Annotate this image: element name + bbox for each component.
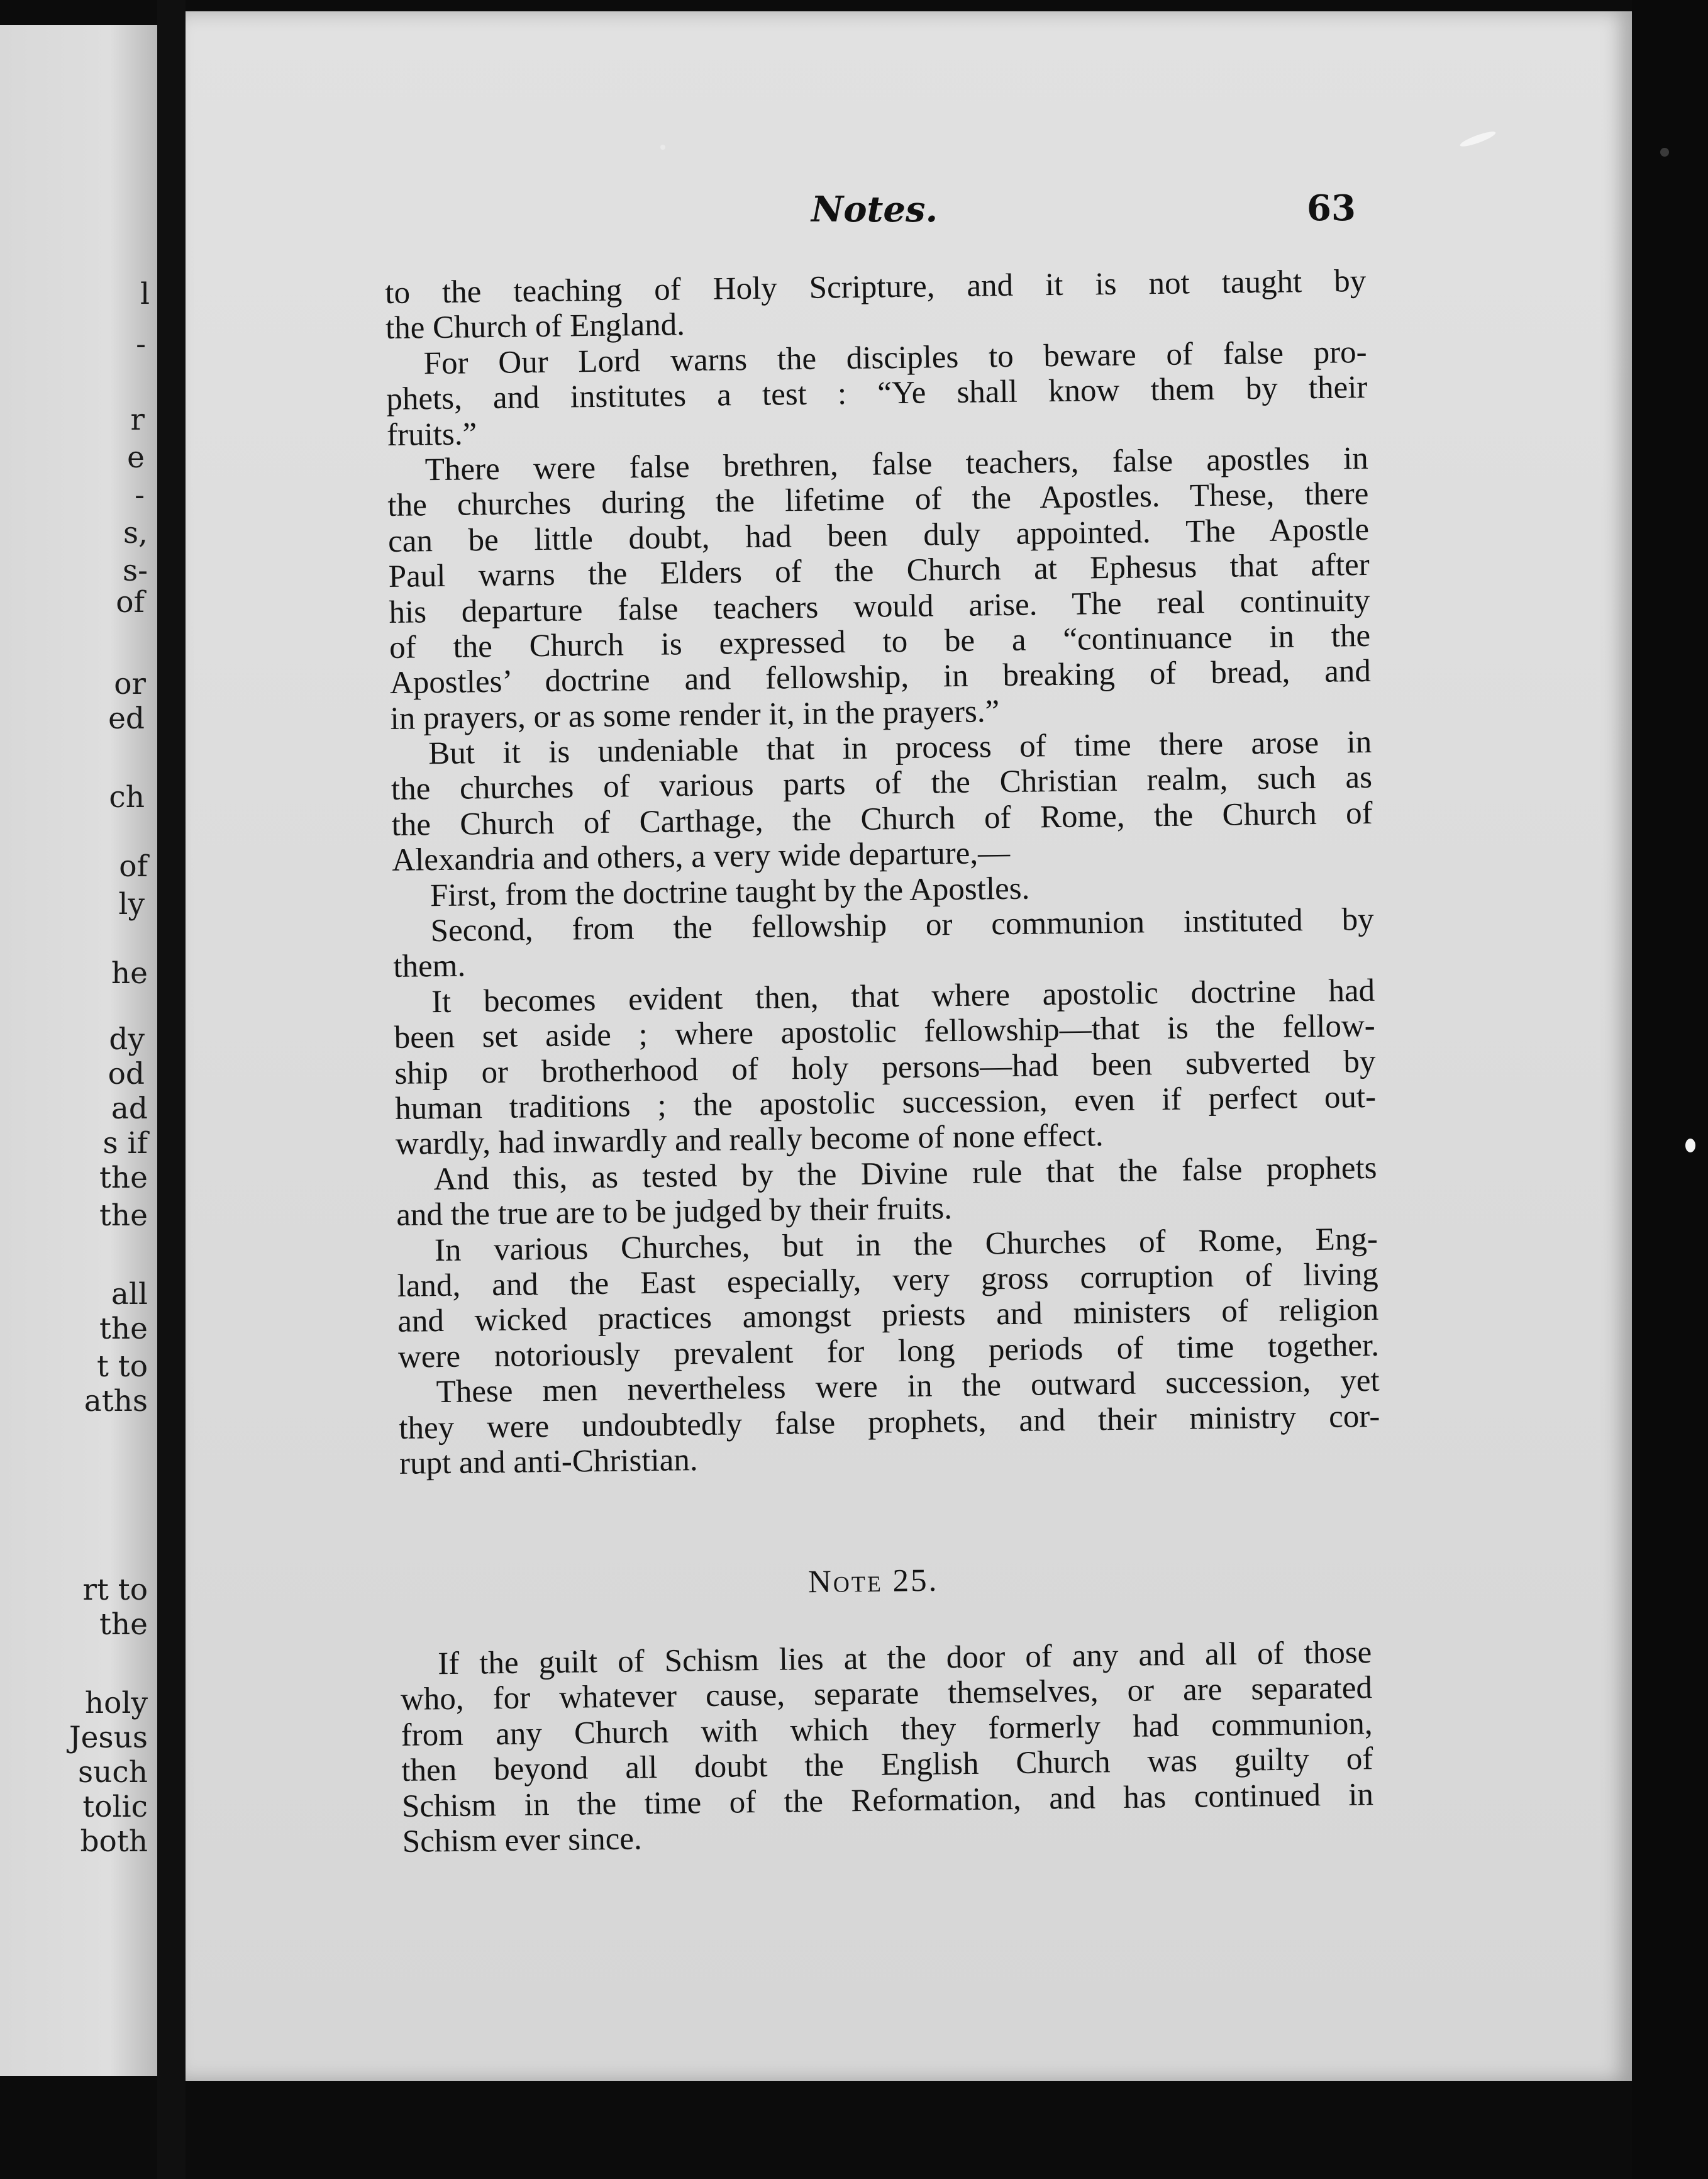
- note-line: then beyond all doubt the English Church was guilty of: [401, 1741, 1373, 1789]
- left-page-text-fragment: s-: [122, 554, 148, 588]
- left-page-text-fragment: ch: [109, 780, 145, 815]
- body-line: and wicked practices amongst priests and ministers of religion: [397, 1292, 1379, 1340]
- left-page-text-fragment: such: [78, 1755, 148, 1790]
- left-page-text-fragment: the: [99, 1607, 148, 1642]
- left-page-text-fragment: or: [114, 667, 146, 701]
- note-line: who, for whatever cause, separate themselves, or are separated: [400, 1670, 1373, 1718]
- left-page-text-fragment: e: [127, 440, 145, 475]
- left-page-text-fragment: s,: [123, 516, 148, 550]
- body-line: the churches during the lifetime of the Apostles. These, there: [387, 476, 1369, 524]
- left-page-text-fragment: of: [116, 585, 145, 620]
- left-page-text-fragment: holy: [84, 1686, 148, 1720]
- body-text: [385, 264, 1380, 1481]
- body-line: But it is undeniable that in process of time there arose in: [428, 724, 1372, 772]
- body-line: in prayers, or as some render it, in the prayers.”: [390, 693, 1000, 737]
- body-line: Alexandria and others, a very wide departure,—: [392, 835, 1011, 879]
- body-line: Apostles’ doctrine and fellowship, in breaking of bread, and: [389, 654, 1372, 701]
- left-page-text-fragment: s if: [103, 1126, 148, 1161]
- page-edge-shadow: [1632, 0, 1708, 2179]
- body-line: Second, from the fellowship or communion instituted by: [430, 901, 1374, 949]
- left-page-text-fragment: the: [99, 1161, 148, 1195]
- left-page-text-fragment: t to: [96, 1349, 148, 1384]
- body-line: human traditions ; the apostolic succession, even if perfect out-: [394, 1079, 1377, 1127]
- body-line: ship or brotherhood of holy persons—had been subverted by: [394, 1044, 1376, 1091]
- left-page-text-fragment: r: [130, 403, 145, 437]
- body-line: There were false brethren, false teachers, false apostles in: [424, 440, 1369, 488]
- body-line: the churches of various parts of the Christian realm, such as: [391, 760, 1373, 808]
- left-page-text-fragment: tolic: [82, 1790, 148, 1824]
- body-line: them.: [393, 948, 466, 985]
- note-line: from any Church with which they formerly had communion,: [401, 1705, 1373, 1753]
- scan-dust: [1685, 1139, 1695, 1152]
- left-page-text-fragment: dy: [109, 1022, 145, 1057]
- body-line: they were undoubtedly false prophets, and their ministry cor-: [399, 1398, 1380, 1446]
- left-page-text-fragment: the: [99, 1312, 148, 1346]
- body-line: to the teaching of Holy Scripture, and it is not taught by: [385, 263, 1367, 311]
- body-line: In various Churches, but in the Churches of Rome, Eng-: [434, 1221, 1378, 1268]
- book-gutter: [157, 0, 186, 2179]
- body-line: the Church of Carthage, the Church of Rome, the Church of: [391, 795, 1373, 843]
- note-line: Schism ever since.: [402, 1821, 643, 1859]
- body-line: wardly, had inwardly and really become of none effect.: [395, 1118, 1104, 1162]
- body-line: First, from the doctrine taught by the Apostles.: [430, 871, 1030, 913]
- body-line: land, and the East especially, very gross corruption of living: [397, 1256, 1378, 1304]
- body-line: And this, as tested by the Divine rule that the false prophets: [433, 1150, 1377, 1197]
- left-page-text-fragment: Jesus: [69, 1720, 148, 1755]
- left-page-text-fragment: ly: [118, 887, 145, 922]
- running-header-title: Notes.: [811, 189, 938, 230]
- left-page-text-fragment: l: [140, 277, 150, 311]
- body-line: rupt and anti-Christian.: [399, 1442, 698, 1481]
- body-line: For Our Lord warns the disciples to beware of false pro-: [423, 334, 1367, 382]
- body-line: been set aside ; where apostolic fellowship—that is the fellow-: [394, 1008, 1376, 1056]
- scan-dust: [660, 145, 665, 150]
- page-number: 63: [1307, 187, 1356, 229]
- note-heading-number: 25.: [892, 1563, 939, 1599]
- note-heading-word: Note: [807, 1563, 884, 1600]
- scan-dust: [1660, 148, 1669, 157]
- body-line: his departure false teachers would arise. The real continuity: [389, 582, 1370, 630]
- body-line: and the true are to be judged by their fruits.: [396, 1191, 953, 1234]
- note-heading: [808, 1563, 939, 1601]
- body-line: can be little doubt, had been duly appointed. The Apostle: [387, 511, 1370, 559]
- left-page-text-fragment: he: [111, 956, 148, 991]
- body-line: were notoriously prevalent for long periods of time together.: [397, 1327, 1380, 1375]
- body-line: phets, and institutes a test : “Ye shall know them by their: [386, 370, 1368, 418]
- body-line: These men nevertheless were in the outward succession, yet: [436, 1363, 1380, 1410]
- left-page-text-fragment: the: [99, 1198, 148, 1233]
- left-page-text-fragment: all: [111, 1277, 148, 1312]
- note-line: Schism in the time of the Reformation, and has continued in: [401, 1776, 1374, 1824]
- left-page-text-fragment: ed: [108, 701, 145, 736]
- left-facing-page: [0, 25, 157, 2076]
- body-line: of the Church is expressed to be a “continuance in the: [389, 618, 1371, 666]
- left-page-text-fragment: both: [80, 1824, 148, 1859]
- left-page-text-fragment: rt to: [82, 1573, 148, 1607]
- note-text: [400, 1635, 1374, 1859]
- left-page-text-fragment: -: [135, 478, 145, 513]
- body-line: It becomes evident then, that where apostolic doctrine had: [431, 972, 1375, 1020]
- body-line: the Church of England.: [385, 307, 685, 347]
- left-page-text-fragment: -: [136, 327, 146, 362]
- left-page-text-fragment: of: [119, 849, 148, 884]
- body-line: fruits.”: [386, 416, 477, 453]
- body-line: Paul warns the Elders of the Church at Ephesus that after: [388, 547, 1370, 595]
- left-page-text-fragment: od: [108, 1057, 145, 1091]
- note-line: If the guilt of Schism lies at the door of any and all of those: [437, 1635, 1372, 1682]
- left-page-text-fragment: aths: [84, 1384, 148, 1418]
- left-page-text-fragment: ad: [111, 1091, 148, 1126]
